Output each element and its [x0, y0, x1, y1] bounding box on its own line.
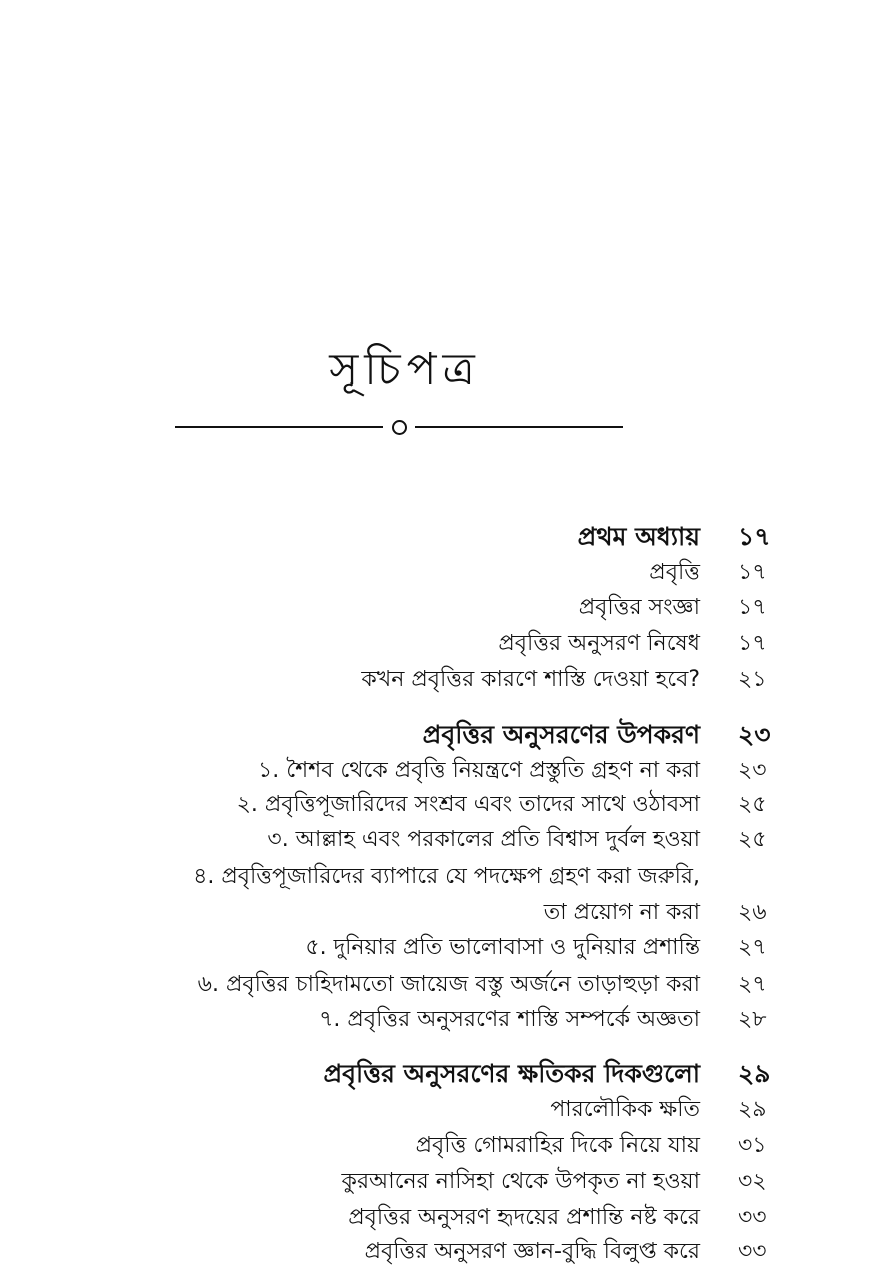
toc-entry-text: ৭. প্রবৃত্তির অনুসরণের শাস্তি সম্পর্কে অজ্ঞতা	[319, 1007, 700, 1032]
page-number: ২৩	[738, 720, 771, 749]
page-number: ৩২	[738, 1169, 767, 1194]
toc-entry	[0, 1200, 870, 1236]
toc-entry-text: ৩. আল্লাহ এবং পরকালের প্রতি বিশ্বাস দুর্বল হওয়া	[267, 827, 700, 852]
toc-entry	[0, 753, 870, 789]
toc-entry	[0, 930, 870, 966]
toc-entry	[0, 1002, 870, 1038]
page-number: ২৩	[738, 758, 767, 783]
toc-entry-text: প্রবৃত্তি গোমরাহির দিকে নিয়ে যায়	[415, 1133, 700, 1158]
toc-entry-text: তা প্রয়োগ না করা	[543, 900, 700, 925]
toc-entry	[0, 787, 870, 823]
title-divider	[175, 418, 623, 436]
divider-line-right	[415, 426, 623, 428]
toc-entry-text: কুরআনের নাসিহা থেকে উপকৃত না হওয়া	[341, 1169, 700, 1194]
toc-entry-text: ৬. প্রবৃত্তির চাহিদামতো জায়েজ বস্তু অর্জনে তাড়াহুড়া করা	[197, 972, 700, 997]
page-number: ১৭	[738, 560, 767, 585]
page-number: ২৫	[738, 827, 767, 852]
page-number: ২৫	[738, 792, 767, 817]
page-number: ১৭	[738, 631, 767, 656]
section-heading	[0, 717, 870, 753]
section-heading	[0, 1056, 870, 1092]
section-heading-text: প্রবৃত্তির অনুসরণের ক্ষতিকর দিকগুলো	[323, 1059, 700, 1088]
section-heading-text: প্রবৃত্তির অনুসরণের উপকরণ	[422, 720, 700, 749]
section-heading-text: প্রথম অধ্যায়	[577, 522, 700, 551]
page-number: ২৭	[738, 972, 767, 997]
page-number: ১৭	[738, 595, 767, 620]
toc-entry	[0, 967, 870, 1003]
toc-entry-text: কখন প্রবৃত্তির কারণে শাস্তি দেওয়া হবে?	[361, 667, 700, 692]
toc-entry	[0, 859, 870, 895]
page-number: ৩৩	[738, 1205, 767, 1230]
toc-entry	[0, 1128, 870, 1164]
page-number: ৩১	[738, 1133, 767, 1158]
toc-entry	[0, 662, 870, 698]
toc-entry	[0, 1234, 870, 1270]
toc-entry-text: পারলৌকিক ক্ষতি	[550, 1097, 700, 1122]
toc-entry	[0, 626, 870, 662]
toc-entry-text: প্রবৃত্তির অনুসরণ হৃদয়ের প্রশান্তি নষ্ট করে	[348, 1205, 700, 1230]
page-number: ২৬	[738, 900, 767, 925]
toc-entry-text: প্রবৃত্তির অনুসরণ নিষেধ	[498, 631, 700, 656]
page-number: ২৭	[738, 935, 767, 960]
toc-entry	[0, 1092, 870, 1128]
toc-entry	[0, 590, 870, 626]
page-number: ১৭	[738, 522, 771, 551]
toc-entry-text: প্রবৃত্তির সংজ্ঞা	[578, 595, 700, 620]
page-number: ৩৩	[738, 1239, 767, 1264]
toc-entry-continuation	[0, 895, 870, 931]
divider-line-left	[175, 426, 383, 428]
toc-entry-text: প্রবৃত্তির অনুসরণ জ্ঞান-বুদ্ধি বিলুপ্ত করে	[364, 1239, 700, 1264]
toc-entry-text: ৪. প্রবৃত্তিপূজারিদের ব্যাপারে যে পদক্ষেপ গ্রহণ করা জরুরি,	[193, 864, 700, 889]
toc-entry-text: প্রবৃত্তি	[649, 560, 700, 585]
toc-entry	[0, 1164, 870, 1200]
page-number: ২৮	[738, 1007, 767, 1032]
section-heading	[0, 519, 870, 555]
page-number: ২১	[738, 667, 767, 692]
toc-entry	[0, 822, 870, 858]
toc-entry-text: ১. শৈশব থেকে প্রবৃত্তি নিয়ন্ত্রণে প্রস্তুতি গ্রহণ না করা	[257, 758, 700, 783]
page-number: ২৯	[738, 1059, 771, 1088]
toc-title: সূচিপত্র	[329, 344, 481, 395]
divider-circle-ornament	[392, 420, 407, 435]
toc-entry-text: ৫. দুনিয়ার প্রতি ভালোবাসা ও দুনিয়ার প্রশান্তি	[305, 935, 700, 960]
toc-entry	[0, 555, 870, 591]
toc-entry-text: ২. প্রবৃত্তিপূজারিদের সংশ্রব এবং তাদের সাথে ওঠাবসা	[236, 792, 700, 817]
page-number: ২৯	[738, 1097, 767, 1122]
